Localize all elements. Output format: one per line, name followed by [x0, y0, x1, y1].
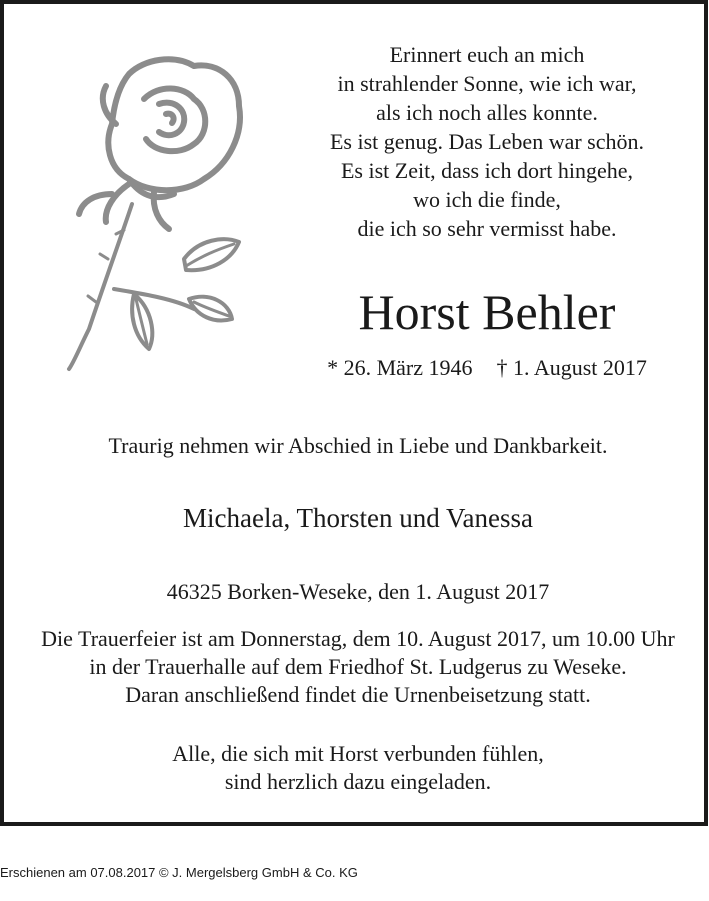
invitation-line: Alle, die sich mit Horst verbunden fühlen, — [172, 741, 544, 766]
rose-illustration — [34, 44, 249, 374]
poem-line: als ich noch alles konnte. — [376, 100, 598, 125]
poem-line: die ich so sehr vermisst habe. — [357, 216, 617, 241]
mourners-names: Michaela, Thorsten und Vanessa — [183, 503, 533, 533]
poem-line: in strahlender Sonne, wie ich war, — [337, 71, 637, 96]
farewell-text: Traurig nehmen wir Abschied in Liebe und Dankbarkeit. — [108, 433, 608, 458]
death-date: † 1. August 2017 — [496, 355, 647, 380]
poem-line: wo ich die finde, — [413, 187, 561, 212]
poem-line: Es ist Zeit, dass ich dort hingehe, — [340, 158, 634, 183]
funeral-info — [4, 625, 709, 709]
birth-date: * 26. März 1946 — [327, 355, 473, 380]
poem-line: Erinnert euch an mich — [389, 42, 585, 67]
funeral-info-line: in der Trauerhalle auf dem Friedhof St. Ludgerus zu Weseke. — [89, 654, 627, 679]
funeral-info-line: Die Trauerfeier ist am Donnerstag, dem 10. August 2017, um 10.00 Uhr — [41, 626, 675, 651]
place-and-date: 46325 Borken-Weseke, den 1. August 2017 — [166, 579, 550, 604]
invitation-line: sind herzlich dazu eingeladen. — [224, 769, 492, 794]
life-dates — [282, 354, 692, 382]
publication-footer: Erschienen am 07.08.2017 © J. Mergelsberg GmbH & Co. KG — [0, 865, 358, 880]
invitation — [4, 740, 709, 796]
funeral-info-line: Daran anschließend findet die Urnenbeisetzung statt. — [125, 682, 591, 707]
poem-line: Es ist genug. Das Leben war schön. — [329, 129, 645, 154]
poem — [282, 40, 692, 243]
deceased-name: Horst Behler — [358, 284, 616, 340]
